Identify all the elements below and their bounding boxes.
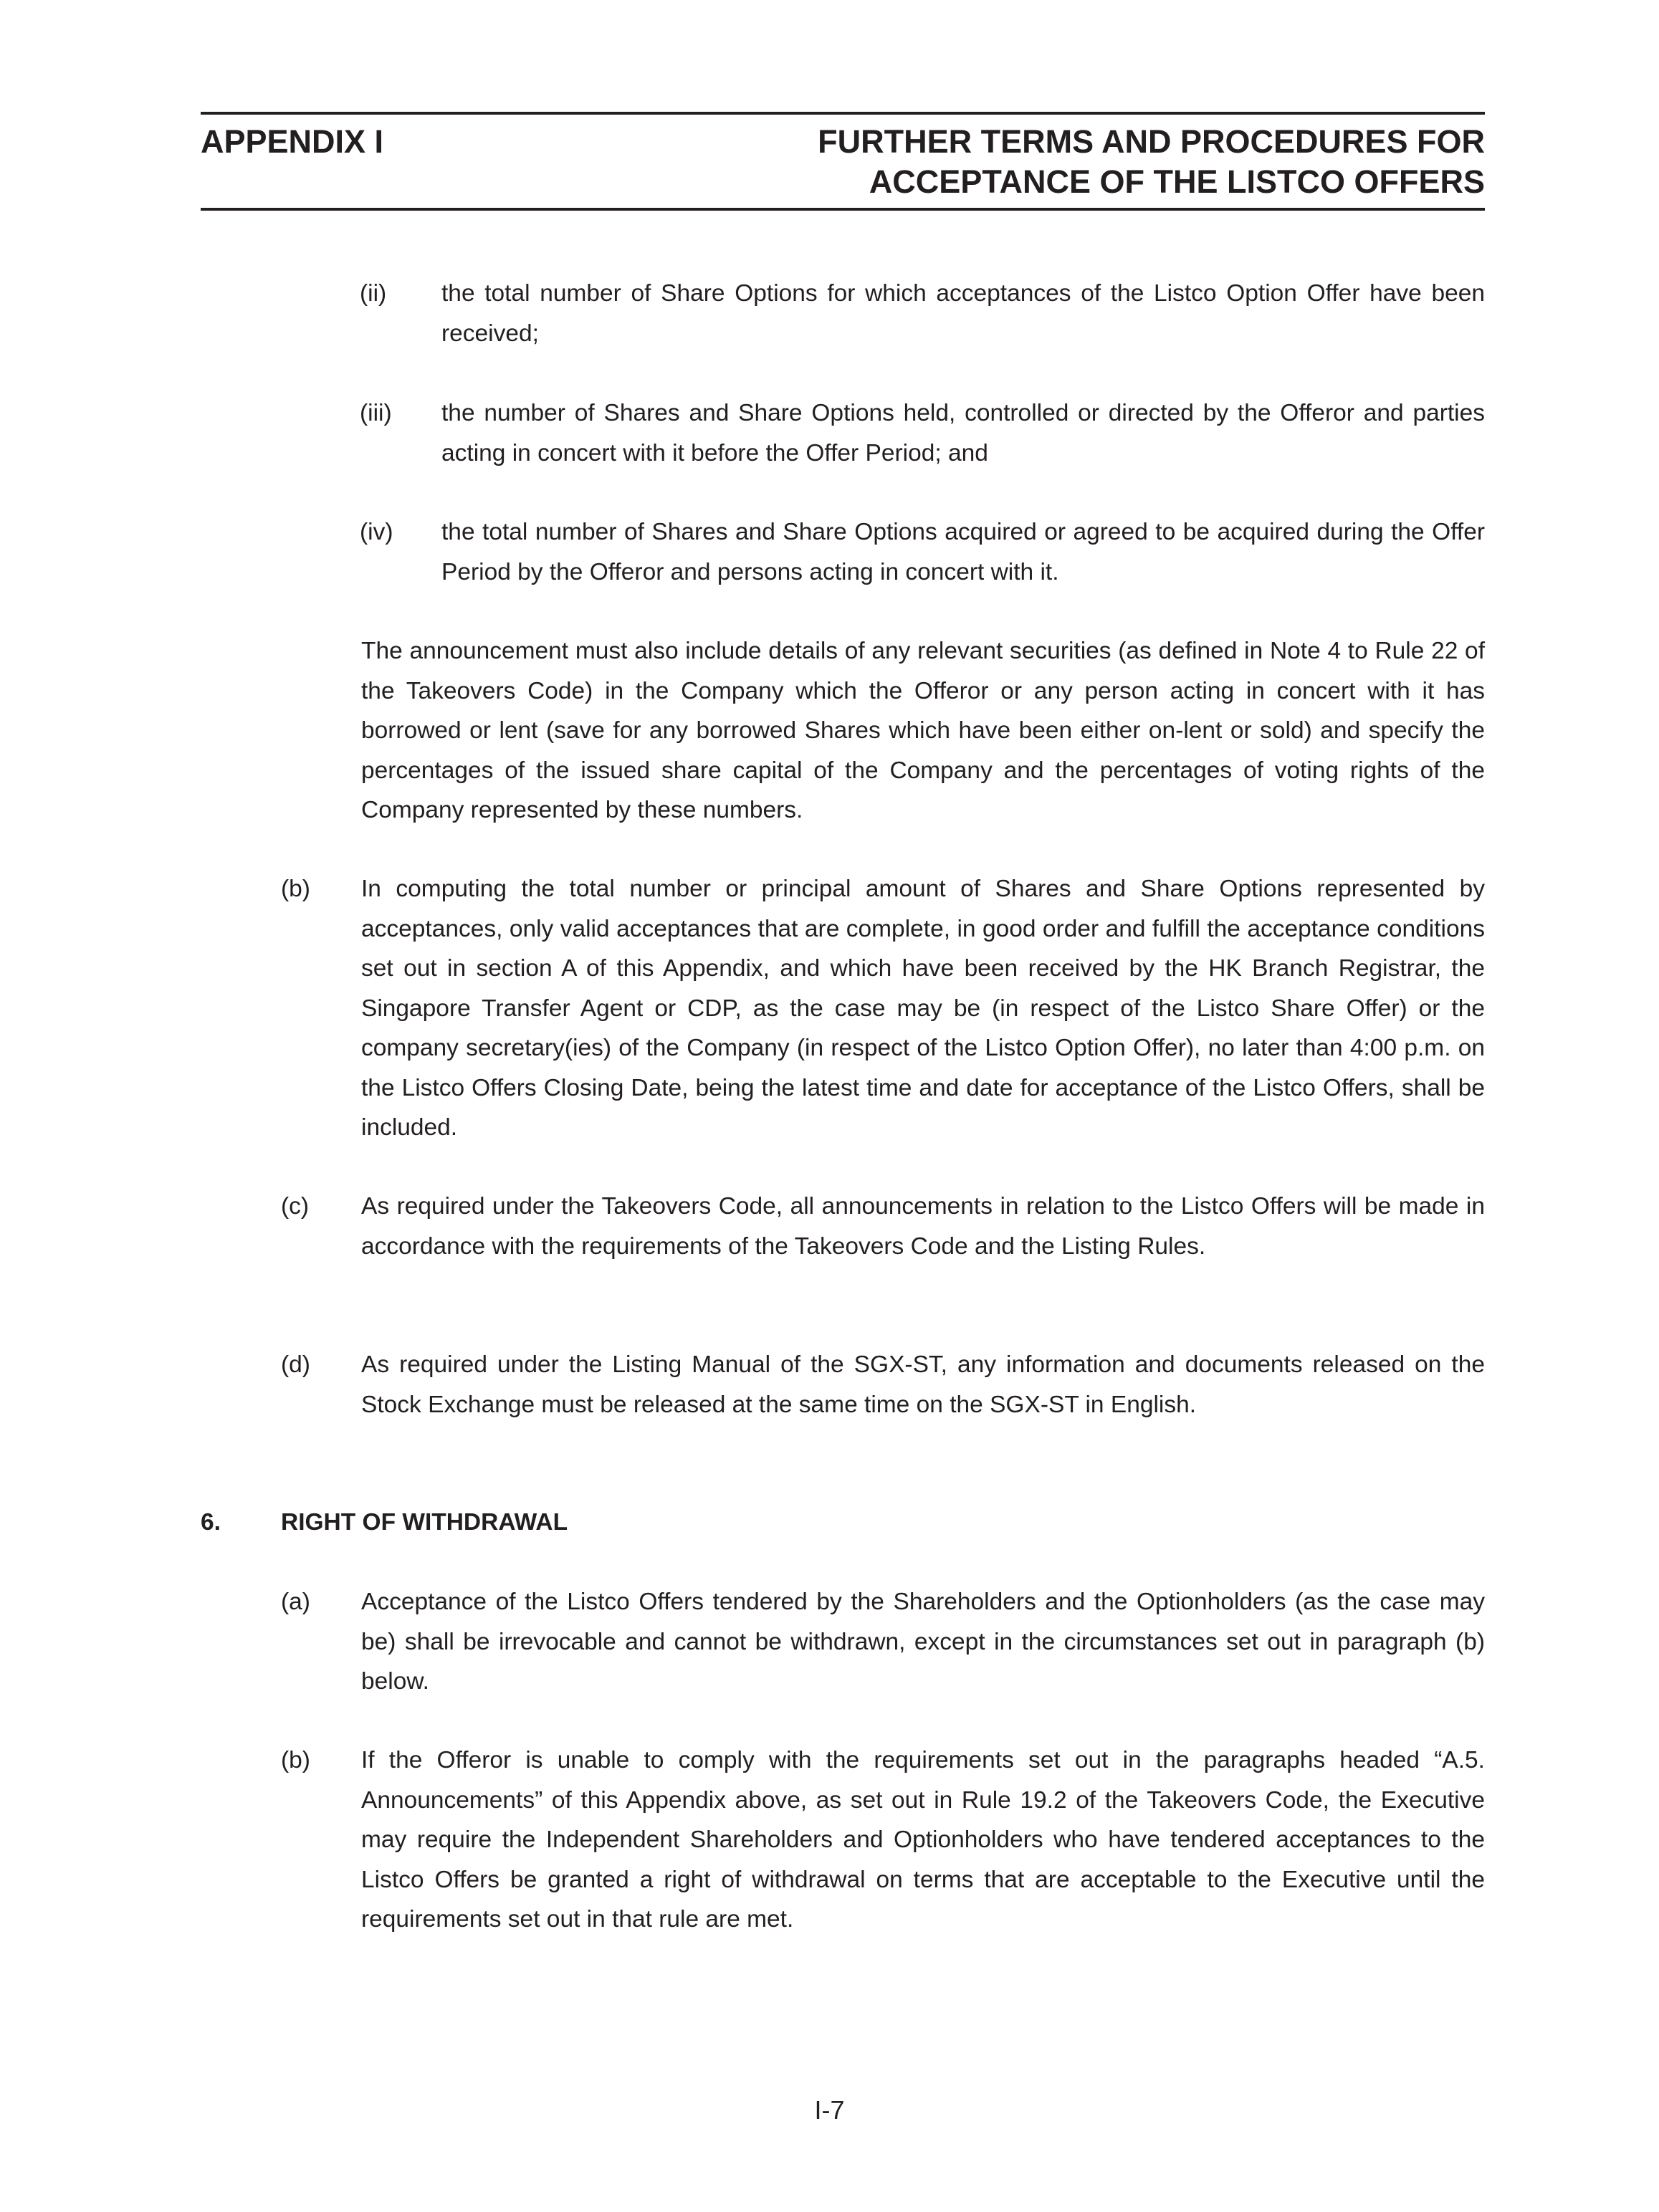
item-iii-label: (iii): [360, 400, 392, 426]
item-b-text: In computing the total number or principal amount of Shares and Share Options represented by acceptances, only valid acceptances that are complete, in good order and fulfill the acceptance conditions set out in section A of this Appendix, and which have been received by the HK Branch Registrar, the Singapore Transfer Agent or CDP, as the case may be (in respect of the Listco Share Offer) or the company secretary(ies) of the Company (in respect of the Listco Option Offer), no later than 4:00 p.m. on the Listco Offers Closing Date, being the latest time and date for acceptance of the Listco Offers, shall be included.: [361, 876, 1485, 1141]
item-ii-text: the total number of Share Options for which acceptances of the Listco Option Offer have been received;: [441, 280, 1485, 347]
withdrawal-item-b-text: If the Offeror is unable to comply with the requirements set out in the paragraphs headed “A.5. Announcements” of this Appendix above, as set out in Rule 19.2 of the Takeovers Code, the Executive may require the Independent Shareholders and Optionholders who have tendered acceptances to the Listco Offers be granted a right of withdrawal on terms that are acceptable to the Executive until the requirements set out in that rule are met.: [361, 1747, 1485, 1933]
appendix-heading: [625, 122, 1485, 202]
withdrawal-item-b-label: (b): [281, 1747, 310, 1773]
item-ii-label: (ii): [360, 280, 387, 307]
item-c-text: As required under the Takeovers Code, all announcements in relation to the Listco Offers will be made in accordance with the requirements of the Takeovers Code and the Listing Rules.: [361, 1193, 1485, 1260]
withdrawal-item-a-label: (a): [281, 1589, 310, 1615]
header-top-rule: [201, 112, 1485, 115]
item-iii-text: the number of Shares and Share Options held, controlled or directed by the Offeror and parties acting in concert with it before the Offer Period; and: [441, 400, 1485, 466]
item-d-text: As required under the Listing Manual of the SGX-ST, any information and documents released on the Stock Exchange must be released at the same time on the SGX-ST in English.: [361, 1351, 1485, 1418]
withdrawal-item-a-text: Acceptance of the Listco Offers tendered by the Shareholders and the Optionholders (as the case may be) shall be irrevocable and cannot be withdrawn, except in the circumstances set out in paragraph (b) below.: [361, 1589, 1485, 1695]
item-d-label: (d): [281, 1351, 310, 1378]
page-number: I-7: [814, 2095, 845, 2125]
item-c-label: (c): [281, 1193, 310, 1220]
appendix-title: APPENDIX I: [201, 123, 384, 160]
item-iv-text: the total number of Shares and Share Options acquired or agreed to be acquired during the Offer Period by the Offeror and persons acting in concert with it.: [441, 519, 1485, 585]
header-bottom-rule: [201, 208, 1485, 211]
item-iv-label: (iv): [360, 519, 393, 545]
announcement-paragraph: The announcement must also include details of any relevant securities (as defined in Note 4 to Rule 22 of the Takeovers Code) in the Company which the Offeror or any person acting in concert with it has borrowed or lent (save for any borrowed Shares which have been either on-lent or sold) and specify the percentages of the issued share capital of the Company and the percentages of voting rights of the Company represented by these numbers.: [361, 638, 1485, 823]
item-b-label: (b): [281, 876, 310, 902]
section-title: RIGHT OF WITHDRAWAL: [281, 1509, 568, 1536]
section-number: 6.: [201, 1509, 221, 1536]
appendix-heading-line-2: ACCEPTANCE OF THE LISTCO OFFERS: [869, 163, 1485, 200]
appendix-heading-line-1: FURTHER TERMS AND PROCEDURES FOR: [818, 123, 1485, 160]
